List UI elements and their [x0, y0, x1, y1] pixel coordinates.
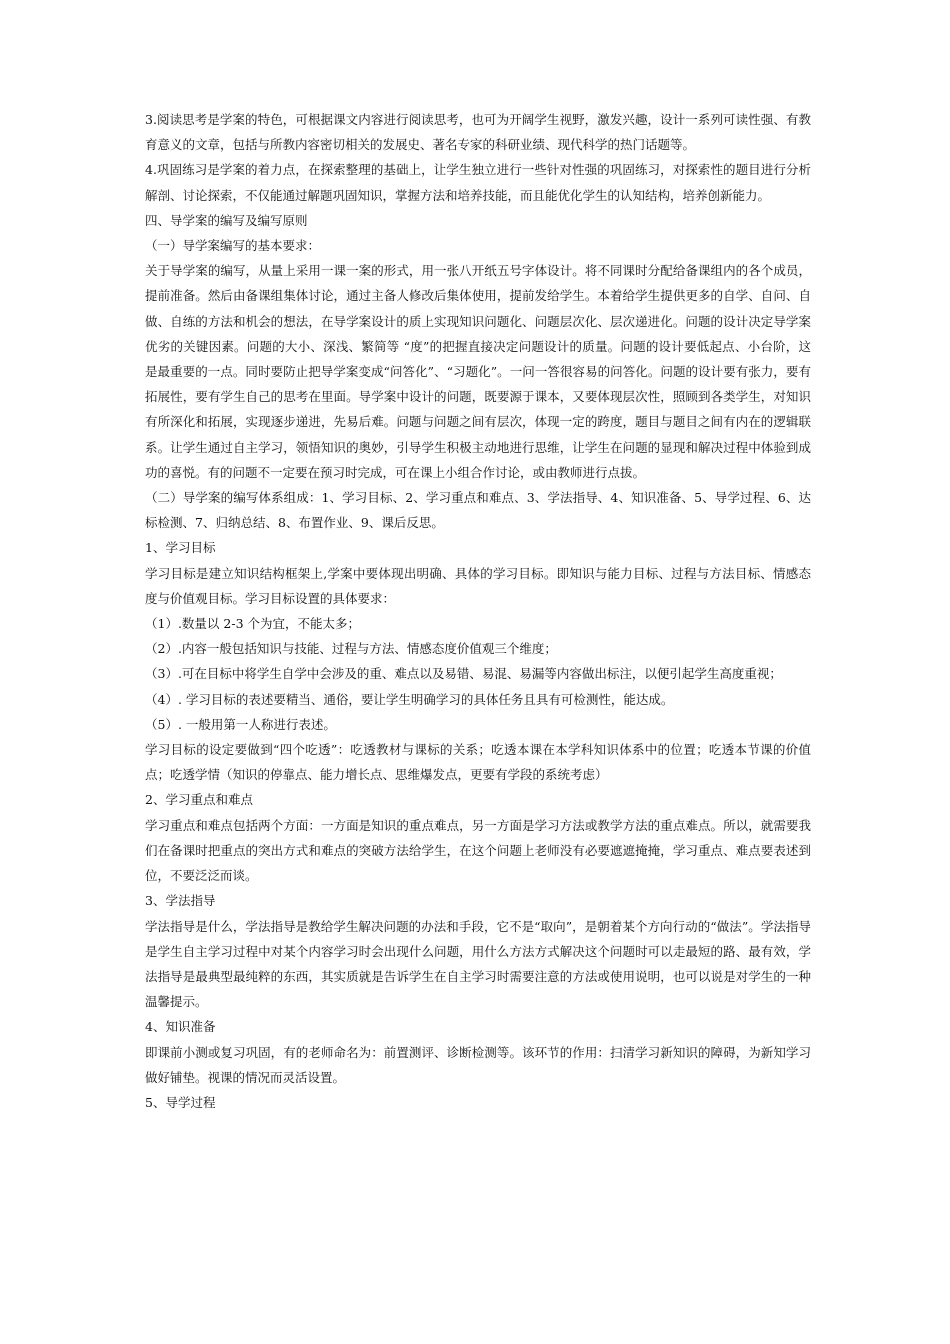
heading-key-points: 2、学习重点和难点 [145, 792, 253, 808]
paragraph-knowledge-preparation: 即课前小测或复习巩固，有的老师命名为：前置测评、诊断检测等。该环节的作用：扫清学习新知识的障碍，为新知学习做好铺垫。视课的情况而灵活设置。 [145, 1044, 811, 1085]
paragraph-consolidation-practice: 4.巩固练习是学案的着力点，在探索整理的基础上，让学生独立进行一些针对性强的巩固练习，对探索性的题目进行分析解剖、讨论探索，不仅能通过解题巩固知识，掌握方法和培养技能，而且能优化学生的认知结构，培养创新能力。 [145, 162, 811, 203]
paragraph-learning-methods: 学法指导是什么，学法指导是教给学生解决问题的办法和手段，它不是“取向”，是朝着某个方向行动的“做法”。学法指导是学生自主学习过程中对某个内容学习时会出现什么问题，用什么方法方式解决这个问题时可以走最短的路、最有效，学法指导是最典型最纯粹的东西，其实质就是告诉学生在自主学习时需要注意的方法或使用说明，也可以说是对学生的一种温馨提示。 [145, 918, 811, 1010]
document-body [145, 107, 811, 1115]
list-item-3: （3）.可在目标中将学生自学中会涉及的重、难点以及易错、易混、易漏等内容做出标注，以便引起学生高度重视； [145, 666, 782, 682]
paragraph-key-points: 学习重点和难点包括两个方面：一方面是知识的重点难点，另一方面是学习方法或教学方法的重点难点。所以，就需要我们在备课时把重点的突出方式和难点的突破方法给学生，在这个问题上老师没有必要遮遮掩掩，学习重点、难点要表述到位，不要泛泛而谈。 [145, 817, 811, 884]
heading-learning-methods: 3、学法指导 [145, 893, 216, 909]
paragraph-system-composition: （二）导学案的编写体系组成：1、学习目标、2、学习重点和难点、3、学法指导、4、知识准备、5、导学过程、6、达标检测、7、归纳总结、8、布置作业、9、课后反思。 [145, 490, 811, 531]
paragraph-basic-requirements: 关于导学案的编写，从量上采用一课一案的形式，用一张八开纸五号字体设计。将不同课时分配给备课组内的各个成员，提前准备。然后由备课组集体讨论，通过主备人修改后集体使用，提前发给学生。本着给学生提供更多的自学、自问、自做、自练的方法和机会的想法，在导学案设计的质上实现知识问题化、问题层次化、层次递进化。问题的设计决定导学案优劣的关键因素。问题的大小、深浅、繁简等 “度”的把握直接决定问题设计的质量。问题的设计要低起点、小台阶，这是最重要的一点。同时要防止把导学案变成“问答化”、“习题化”。一问一答很容易的问答化。问题的设计要有张力，要有拓展性，要有学生自己的思考在里面。导学案中设计的问题，既要源于课本，又要体现层次性，照顾到各类学生，对知识有所深化和拓展，实现逐步递进，先易后难。问题与问题之间有层次，体现一定的跨度，题目与题目之间有内在的逻辑联系。让学生通过自主学习，领悟知识的奥妙，引导学生积极主动地进行思维，让学生在问题的显现和解决过程中体验到成功的喜悦。有的问题不一定要在预习时完成，可在课上小组合作讨论，或由教师进行点拔。 [145, 263, 811, 480]
section-heading-4: 四、导学案的编写及编写原则 [145, 212, 308, 228]
paragraph-reading-thinking: 3.阅读思考是学案的特色，可根据课文内容进行阅读思考，也可为开阔学生视野，激发兴趣，设计一系列可读性强、有教育意义的文章，包括与所教内容密切相关的发展史、著名专家的科研业绩、现代科学的热门话题等。 [145, 112, 811, 153]
heading-knowledge-preparation: 4、知识准备 [145, 1019, 216, 1035]
list-item-2: （2）.内容一般包括知识与技能、过程与方法、情感态度价值观三个维度； [145, 641, 557, 657]
list-item-5: （5）. 一般用第一人称进行表述。 [145, 716, 336, 732]
heading-guided-process: 5、导学过程 [145, 1094, 216, 1110]
list-item-4: （4）. 学习目标的表述要精当、通俗，要让学生明确学习的具体任务且具有可检测性，能达成。 [145, 691, 674, 707]
paragraph-four-understandings: 学习目标的设定要做到“四个吃透”：吃透教材与课标的关系；吃透本课在本学科知识体系中的位置；吃透本节课的价值点；吃透学情（知识的停靠点、能力增长点、思维爆发点，更要有学段的系统考虑） [145, 742, 811, 783]
heading-learning-objectives: 1、学习目标 [145, 540, 216, 556]
list-item-1: （1）.数量以 2-3 个为宜，不能太多； [145, 616, 361, 632]
subsection-heading-1: （一）导学案编写的基本要求： [145, 238, 321, 254]
paragraph-learning-objectives: 学习目标是建立知识结构框架上,学案中要体现出明确、具体的学习目标。即知识与能力目标、过程与方法目标、情感态度与价值观目标。学习目标设置的具体要求： [145, 565, 811, 606]
